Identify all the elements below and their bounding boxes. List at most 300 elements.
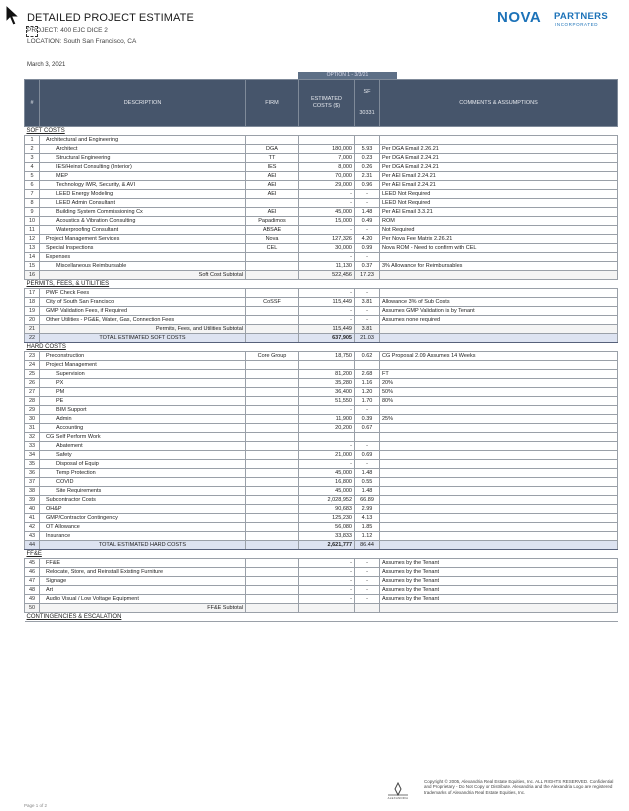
table-row xyxy=(25,460,618,469)
row-cost: 2,621,777 xyxy=(299,541,355,550)
row-comment xyxy=(380,406,618,415)
row-comment xyxy=(380,469,618,478)
row-cost-per-sf: - xyxy=(355,226,380,235)
table-row xyxy=(25,388,618,397)
table-row xyxy=(25,262,618,271)
table-row xyxy=(25,532,618,541)
table-row xyxy=(25,568,618,577)
row-cost: - xyxy=(299,442,355,451)
row-cost-per-sf: 0.23 xyxy=(355,154,380,163)
row-description: Audio Visual / Low Voltage Equipment xyxy=(40,595,246,604)
row-comment: LEED Not Required xyxy=(380,199,618,208)
row-comment: Assumes none required xyxy=(380,316,618,325)
row-description: LEED Energy Modeling xyxy=(40,190,246,199)
row-cost: 2,028,952 xyxy=(299,496,355,505)
table-row xyxy=(25,451,618,460)
col-header-num: # xyxy=(25,80,40,127)
row-cost: - xyxy=(299,190,355,199)
row-cost: 45,000 xyxy=(299,487,355,496)
row-comment xyxy=(380,289,618,298)
row-firm xyxy=(246,325,299,334)
row-cost-per-sf: 0.26 xyxy=(355,163,380,172)
row-description: GMP/Contractor Contingency xyxy=(40,514,246,523)
table-row xyxy=(25,487,618,496)
row-comment xyxy=(380,442,618,451)
row-firm xyxy=(246,532,299,541)
row-number: 43 xyxy=(25,532,40,541)
row-description: MEP xyxy=(40,172,246,181)
section-header-row xyxy=(25,127,618,136)
row-description: FF&E Subtotal xyxy=(40,604,246,613)
row-number: 3 xyxy=(25,154,40,163)
row-firm xyxy=(246,361,299,370)
row-cost-per-sf xyxy=(355,433,380,442)
table-row xyxy=(25,307,618,316)
table-row xyxy=(25,181,618,190)
row-comment: Allowance 3% of Sub Costs xyxy=(380,298,618,307)
row-description: Signage xyxy=(40,577,246,586)
row-cost-per-sf xyxy=(355,136,380,145)
row-description: Soft Cost Subtotal xyxy=(40,271,246,280)
row-number: 31 xyxy=(25,424,40,433)
row-firm xyxy=(246,577,299,586)
row-firm xyxy=(246,505,299,514)
row-cost: 70,000 xyxy=(299,172,355,181)
row-cost: 29,000 xyxy=(299,181,355,190)
row-cost: - xyxy=(299,595,355,604)
row-description: Technology IWR, Security, & AVI xyxy=(40,181,246,190)
row-description: Permits, Fees, and Utilities Subtotal xyxy=(40,325,246,334)
row-firm xyxy=(246,424,299,433)
row-description: FF&E xyxy=(40,559,246,568)
row-description: TOTAL ESTIMATED HARD COSTS xyxy=(40,541,246,550)
row-number: 4 xyxy=(25,163,40,172)
row-number: 17 xyxy=(25,289,40,298)
row-description: Preconstruction xyxy=(40,352,246,361)
section-title: PERMITS, FEES, & UTILITIES xyxy=(25,280,618,289)
row-comment: LEED Not Required xyxy=(380,190,618,199)
nova-partners-logo: NOVA PARTNERS INCORPORATED xyxy=(497,9,608,27)
row-cost: 522,456 xyxy=(299,271,355,280)
row-cost-per-sf: 1.20 xyxy=(355,388,380,397)
row-firm: Core Group xyxy=(246,352,299,361)
row-comment: Per DGA Email 2.24.21 xyxy=(380,154,618,163)
table-row xyxy=(25,424,618,433)
copyright-notice: Copyright © 2005, Alexandria Real Estate Equities, Inc. ALL RIGHTS RESERVED. Confidential and Proprietary - Do Not Copy or Distribute. Alexandria and the Alexandria Logo are registered trademarks of Alexandria Real Estate Equities, Inc. xyxy=(424,779,614,795)
row-firm xyxy=(246,307,299,316)
row-cost-per-sf: - xyxy=(355,595,380,604)
row-cost-per-sf: 5.93 xyxy=(355,145,380,154)
row-number: 21 xyxy=(25,325,40,334)
row-description: Expenses xyxy=(40,253,246,262)
row-cost: 90,683 xyxy=(299,505,355,514)
row-number: 12 xyxy=(25,235,40,244)
subtotal-row xyxy=(25,271,618,280)
row-cost-per-sf: - xyxy=(355,559,380,568)
row-comment: Assumes GMP Validation is by Tenant xyxy=(380,307,618,316)
row-description: Abatement xyxy=(40,442,246,451)
page-number: Page 1 of 2 xyxy=(24,803,48,808)
row-comment xyxy=(380,253,618,262)
row-number: 10 xyxy=(25,217,40,226)
row-description: Art xyxy=(40,586,246,595)
row-number: 27 xyxy=(25,388,40,397)
row-comment: ROM xyxy=(380,217,618,226)
row-number: 39 xyxy=(25,496,40,505)
row-comment xyxy=(380,523,618,532)
table-row xyxy=(25,496,618,505)
row-description: Other Utilities - PG&E, Water, Gas, Connection Fees xyxy=(40,316,246,325)
row-comment xyxy=(380,460,618,469)
row-comment xyxy=(380,271,618,280)
table-row xyxy=(25,586,618,595)
row-comment: Per Nova Fee Matrix 2.26.21 xyxy=(380,235,618,244)
row-description: Project Management xyxy=(40,361,246,370)
row-comment: Assumes by the Tenant xyxy=(380,595,618,604)
estimate-table xyxy=(24,79,618,622)
row-cost-per-sf: 0.69 xyxy=(355,451,380,460)
row-cost: - xyxy=(299,316,355,325)
row-firm: Papadimos xyxy=(246,217,299,226)
row-cost: 18,750 xyxy=(299,352,355,361)
row-firm xyxy=(246,604,299,613)
row-description: Insurance xyxy=(40,532,246,541)
row-cost-per-sf: 66.89 xyxy=(355,496,380,505)
row-cost: - xyxy=(299,586,355,595)
row-cost: - xyxy=(299,226,355,235)
row-cost-per-sf: - xyxy=(355,586,380,595)
row-comment: Not Required xyxy=(380,226,618,235)
row-cost: 115,449 xyxy=(299,298,355,307)
row-cost xyxy=(299,604,355,613)
row-comment: Per DGA Email 2.26.21 xyxy=(380,145,618,154)
row-description: PWF Check Fees xyxy=(40,289,246,298)
row-cost: - xyxy=(299,559,355,568)
row-firm: TT xyxy=(246,154,299,163)
row-cost-per-sf: 1.12 xyxy=(355,532,380,541)
row-number: 28 xyxy=(25,397,40,406)
row-cost xyxy=(299,361,355,370)
mouse-cursor-icon xyxy=(5,4,21,31)
row-comment: Per AEI Email 2.24.21 xyxy=(380,172,618,181)
row-comment xyxy=(380,334,618,343)
row-cost: 35,280 xyxy=(299,379,355,388)
project-name: PROJECT: 400 EJC DICE 2 xyxy=(27,27,108,34)
table-row xyxy=(25,145,618,154)
row-comment xyxy=(380,136,618,145)
row-cost: 51,550 xyxy=(299,397,355,406)
row-firm xyxy=(246,442,299,451)
row-description: Project Management Services xyxy=(40,235,246,244)
row-comment: FT xyxy=(380,370,618,379)
row-cost-per-sf: - xyxy=(355,577,380,586)
row-cost-per-sf: - xyxy=(355,307,380,316)
row-cost: - xyxy=(299,199,355,208)
row-comment xyxy=(380,478,618,487)
row-firm xyxy=(246,379,299,388)
row-comment: Assumes by the Tenant xyxy=(380,568,618,577)
row-cost-per-sf: 1.70 xyxy=(355,397,380,406)
row-description: Admin xyxy=(40,415,246,424)
table-row xyxy=(25,316,618,325)
row-firm xyxy=(246,253,299,262)
col-header-cost: ESTIMATED COSTS ($) xyxy=(299,80,355,127)
row-firm: Nova xyxy=(246,235,299,244)
row-firm: CEL xyxy=(246,244,299,253)
row-cost-per-sf: - xyxy=(355,568,380,577)
table-row xyxy=(25,469,618,478)
document-title: DETAILED PROJECT ESTIMATE xyxy=(27,12,194,24)
table-row xyxy=(25,577,618,586)
estimate-date: March 3, 2021 xyxy=(27,62,66,68)
row-description: Acoustics & Vibration Consulting xyxy=(40,217,246,226)
row-description: PX xyxy=(40,379,246,388)
row-description: BIM Support xyxy=(40,406,246,415)
row-description: TOTAL ESTIMATED SOFT COSTS xyxy=(40,334,246,343)
row-comment xyxy=(380,532,618,541)
row-number: 1 xyxy=(25,136,40,145)
row-number: 23 xyxy=(25,352,40,361)
section-title: HARD COSTS xyxy=(25,343,618,352)
row-number: 26 xyxy=(25,379,40,388)
row-firm xyxy=(246,514,299,523)
row-cost-per-sf: 0.49 xyxy=(355,217,380,226)
row-cost: 30,000 xyxy=(299,244,355,253)
row-comment: 20% xyxy=(380,379,618,388)
row-description: GMP Validation Fees, if Required xyxy=(40,307,246,316)
row-description: Relocate, Store, and Reinstall Existing Furniture xyxy=(40,568,246,577)
row-number: 49 xyxy=(25,595,40,604)
table-row xyxy=(25,163,618,172)
row-cost xyxy=(299,433,355,442)
table-row xyxy=(25,523,618,532)
row-cost-per-sf: 1.48 xyxy=(355,208,380,217)
row-number: 40 xyxy=(25,505,40,514)
row-description: IES/Heinst Consulting (Interior) xyxy=(40,163,246,172)
row-description: Safety xyxy=(40,451,246,460)
row-cost-per-sf: 4.13 xyxy=(355,514,380,523)
row-number: 44 xyxy=(25,541,40,550)
table-row xyxy=(25,406,618,415)
table-row xyxy=(25,298,618,307)
row-number: 32 xyxy=(25,433,40,442)
alexandria-emblem-icon xyxy=(385,782,411,796)
section-title: SOFT COSTS xyxy=(25,127,618,136)
row-firm xyxy=(246,496,299,505)
subtotal-row xyxy=(25,604,618,613)
row-cost-per-sf: 1.48 xyxy=(355,469,380,478)
row-comment xyxy=(380,541,618,550)
table-row xyxy=(25,172,618,181)
row-comment xyxy=(380,487,618,496)
row-firm xyxy=(246,271,299,280)
row-cost-per-sf: 0.37 xyxy=(355,262,380,271)
row-comment xyxy=(380,433,618,442)
row-firm xyxy=(246,469,299,478)
row-cost-per-sf: 0.55 xyxy=(355,478,380,487)
row-cost: 15,000 xyxy=(299,217,355,226)
row-description: Architect xyxy=(40,145,246,154)
row-firm: ABSAE xyxy=(246,226,299,235)
row-firm xyxy=(246,559,299,568)
row-firm xyxy=(246,370,299,379)
row-firm xyxy=(246,586,299,595)
table-row xyxy=(25,217,618,226)
row-cost-per-sf: 4.20 xyxy=(355,235,380,244)
row-description: Architectural and Engineering xyxy=(40,136,246,145)
row-description: OH&P xyxy=(40,505,246,514)
row-cost: - xyxy=(299,406,355,415)
row-firm xyxy=(246,451,299,460)
row-firm xyxy=(246,289,299,298)
row-number: 18 xyxy=(25,298,40,307)
row-cost-per-sf: 0.96 xyxy=(355,181,380,190)
table-row xyxy=(25,442,618,451)
row-cost-per-sf: - xyxy=(355,289,380,298)
row-number: 6 xyxy=(25,181,40,190)
section-title: FF&E xyxy=(25,550,618,559)
row-number: 24 xyxy=(25,361,40,370)
row-description: COVID xyxy=(40,478,246,487)
row-firm xyxy=(246,406,299,415)
row-firm: AEI xyxy=(246,172,299,181)
row-description: OT Allowance xyxy=(40,523,246,532)
row-cost-per-sf: 2.31 xyxy=(355,172,380,181)
table-row xyxy=(25,505,618,514)
row-number: 50 xyxy=(25,604,40,613)
row-description: PE xyxy=(40,397,246,406)
row-firm xyxy=(246,460,299,469)
row-number: 48 xyxy=(25,586,40,595)
row-description: CG Self Perform Work xyxy=(40,433,246,442)
total-row xyxy=(25,334,618,343)
row-firm xyxy=(246,478,299,487)
row-cost: 180,000 xyxy=(299,145,355,154)
row-cost-per-sf: 0.67 xyxy=(355,424,380,433)
row-cost xyxy=(299,136,355,145)
row-description: Special Inspections xyxy=(40,244,246,253)
table-row xyxy=(25,154,618,163)
row-cost-per-sf: 0.39 xyxy=(355,415,380,424)
row-number: 33 xyxy=(25,442,40,451)
table-row xyxy=(25,397,618,406)
row-comment xyxy=(380,325,618,334)
row-comment: Per AEI Email 2.24.21 xyxy=(380,181,618,190)
row-number: 20 xyxy=(25,316,40,325)
row-number: 13 xyxy=(25,244,40,253)
row-cost-per-sf: - xyxy=(355,460,380,469)
row-number: 47 xyxy=(25,577,40,586)
row-description: City of South San Francisco xyxy=(40,298,246,307)
row-cost: - xyxy=(299,253,355,262)
row-cost: - xyxy=(299,307,355,316)
row-cost: 21,000 xyxy=(299,451,355,460)
row-number: 34 xyxy=(25,451,40,460)
row-description: Accounting xyxy=(40,424,246,433)
col-header-sf: SF 30331 xyxy=(355,80,380,127)
table-row xyxy=(25,370,618,379)
row-comment: 80% xyxy=(380,397,618,406)
row-cost: 637,905 xyxy=(299,334,355,343)
row-comment: Per DGA Email 2.24.21 xyxy=(380,163,618,172)
row-cost-per-sf: 86.44 xyxy=(355,541,380,550)
table-row xyxy=(25,352,618,361)
project-location: LOCATION: South San Francisco, CA xyxy=(27,38,137,45)
row-number: 36 xyxy=(25,469,40,478)
row-cost-per-sf: 3.81 xyxy=(355,298,380,307)
row-firm: CoSSF xyxy=(246,298,299,307)
table-row xyxy=(25,595,618,604)
row-cost-per-sf: 2.68 xyxy=(355,370,380,379)
table-row xyxy=(25,478,618,487)
row-number: 38 xyxy=(25,487,40,496)
row-cost-per-sf: 21.03 xyxy=(355,334,380,343)
row-cost-per-sf: - xyxy=(355,442,380,451)
row-cost-per-sf: 17.23 xyxy=(355,271,380,280)
row-cost: - xyxy=(299,568,355,577)
table-row xyxy=(25,235,618,244)
row-cost-per-sf xyxy=(355,361,380,370)
row-cost: 45,000 xyxy=(299,208,355,217)
row-comment xyxy=(380,361,618,370)
row-number: 35 xyxy=(25,460,40,469)
row-firm: DGA xyxy=(246,145,299,154)
row-description: Building System Commissioning Cx xyxy=(40,208,246,217)
table-row xyxy=(25,190,618,199)
row-cost: - xyxy=(299,577,355,586)
row-comment: Assumes by the Tenant xyxy=(380,559,618,568)
row-cost: 81,200 xyxy=(299,370,355,379)
row-cost-per-sf: 3.81 xyxy=(355,325,380,334)
row-comment: Assumes by the Tenant xyxy=(380,577,618,586)
row-number: 42 xyxy=(25,523,40,532)
row-firm xyxy=(246,388,299,397)
row-number: 11 xyxy=(25,226,40,235)
row-firm: AEI xyxy=(246,208,299,217)
row-firm xyxy=(246,487,299,496)
row-number: 37 xyxy=(25,478,40,487)
row-comment: Nova ROM - Need to confirm with CEL xyxy=(380,244,618,253)
row-number: 14 xyxy=(25,253,40,262)
row-cost-per-sf: - xyxy=(355,316,380,325)
row-firm xyxy=(246,595,299,604)
row-cost: - xyxy=(299,460,355,469)
row-number: 9 xyxy=(25,208,40,217)
subtotal-row xyxy=(25,325,618,334)
row-cost: 11,130 xyxy=(299,262,355,271)
row-comment xyxy=(380,604,618,613)
row-number: 15 xyxy=(25,262,40,271)
row-number: 30 xyxy=(25,415,40,424)
row-description: Site Requirements xyxy=(40,487,246,496)
row-firm: IES xyxy=(246,163,299,172)
row-cost-per-sf: 2.99 xyxy=(355,505,380,514)
row-description: Disposal of Equip xyxy=(40,460,246,469)
row-number: 16 xyxy=(25,271,40,280)
section-header-row xyxy=(25,343,618,352)
row-firm xyxy=(246,541,299,550)
row-cost: 8,000 xyxy=(299,163,355,172)
row-description: Miscellaneous Reimbursable xyxy=(40,262,246,271)
row-description: Structural Engineering xyxy=(40,154,246,163)
option-label: OPTION 1 - 3/3/21 xyxy=(298,72,397,79)
table-row xyxy=(25,199,618,208)
row-cost: - xyxy=(299,289,355,298)
row-comment: 50% xyxy=(380,388,618,397)
col-header-firm: FIRM xyxy=(246,80,299,127)
row-firm xyxy=(246,136,299,145)
row-description: PM xyxy=(40,388,246,397)
